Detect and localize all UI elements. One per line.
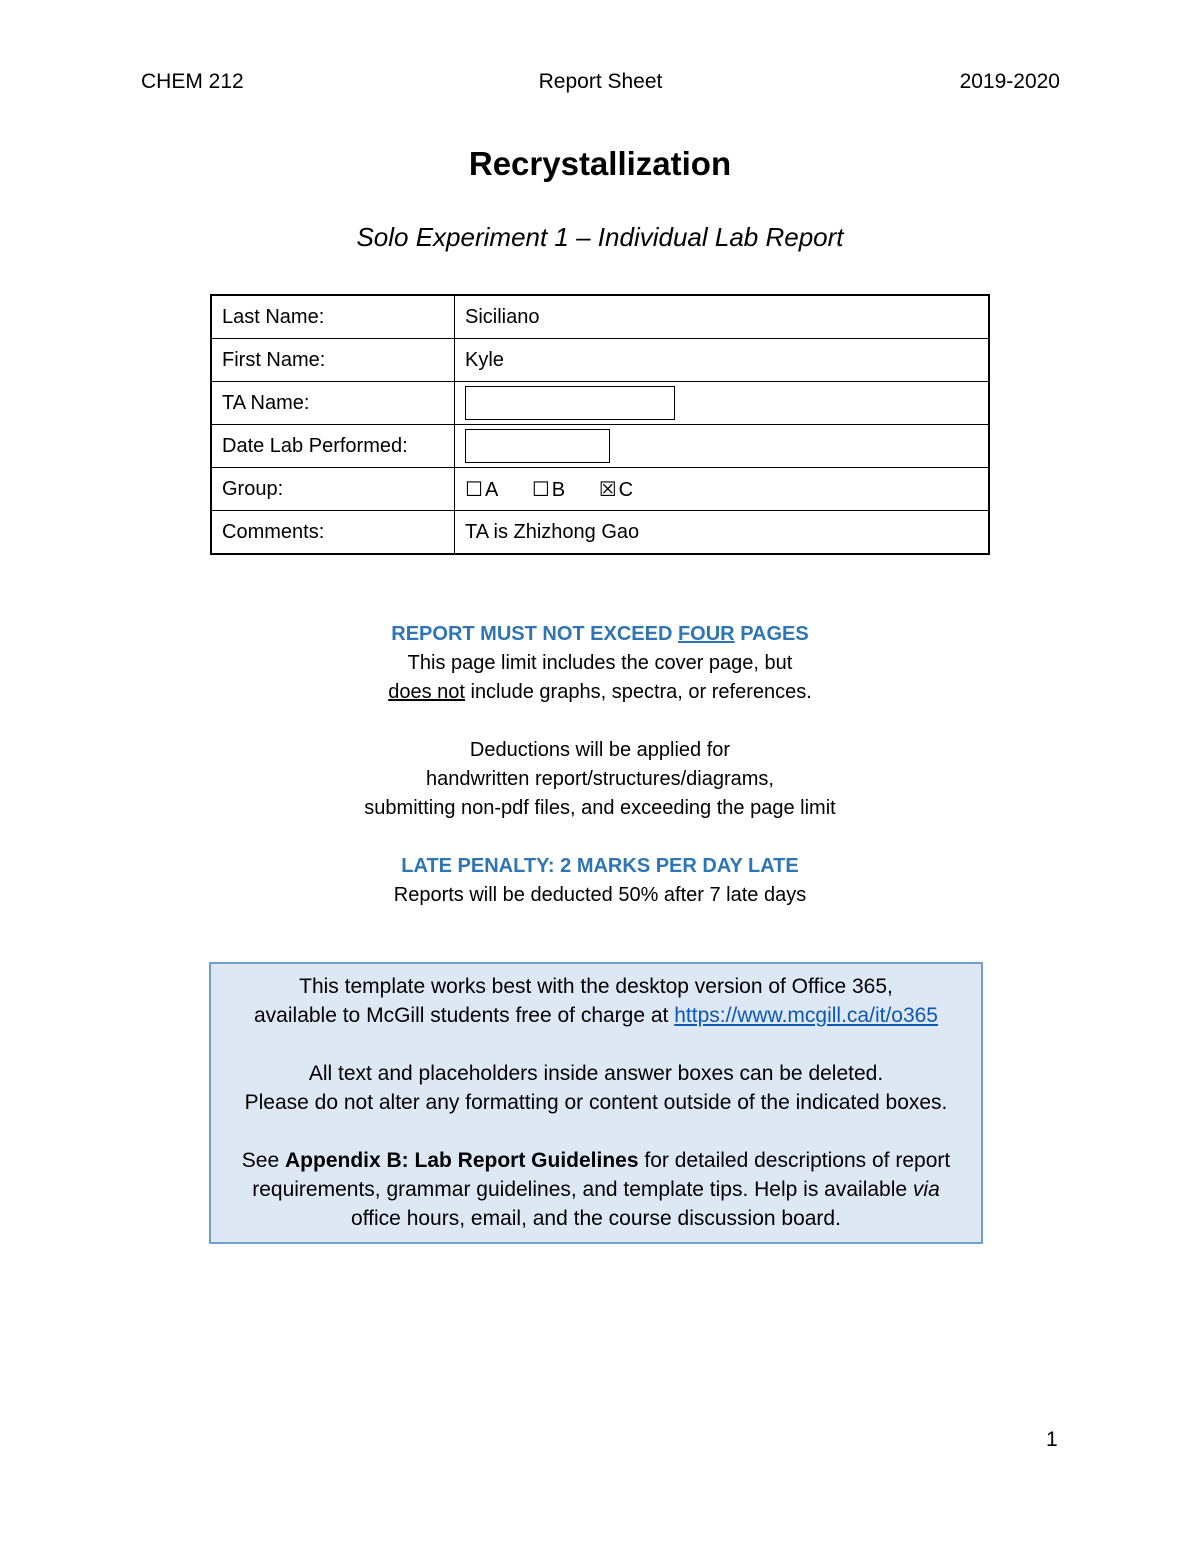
page-limit-emphasis: FOUR: [677, 623, 735, 645]
first-name-value[interactable]: Kyle: [455, 339, 990, 382]
checkbox-checked-icon[interactable]: ☒: [598, 476, 617, 501]
office365-link[interactable]: https://www.mcgill.ca/it/o365: [674, 1004, 938, 1027]
document-subtitle: Solo Experiment 1 – Individual Lab Report: [356, 222, 844, 252]
page-limit-does-not: does not: [388, 681, 465, 703]
group-option-label: A: [484, 478, 499, 501]
info-line-5-post: for detailed descriptions of report: [638, 1149, 951, 1172]
header-doc-type: Report Sheet: [538, 70, 663, 93]
date-field[interactable]: [465, 429, 610, 463]
info-line-2-text: available to McGill students free of charge at: [254, 1004, 675, 1027]
header-course: CHEM 212: [141, 70, 244, 93]
group-option-b[interactable]: [532, 477, 565, 502]
ta-name-field[interactable]: [465, 386, 675, 420]
last-name-label: Last Name:: [211, 295, 455, 339]
deduction-line-2: handwritten report/structures/diagrams,: [426, 768, 774, 790]
info-line-5-pre: See: [241, 1149, 285, 1172]
page-limit-heading-end: PAGES: [734, 623, 809, 645]
report-notice: [0, 620, 1200, 910]
ta-name-cell: [455, 382, 990, 425]
page-limit-heading: [0, 620, 1200, 649]
document-title: Recrystallization: [468, 145, 732, 182]
checkbox-icon[interactable]: ☐: [531, 476, 550, 501]
table-row-ta-name: [211, 382, 989, 425]
page-limit-line-2: [0, 678, 1200, 707]
table-row-date: [211, 425, 989, 468]
table-row-last-name: [211, 295, 989, 339]
info-line-1: This template works best with the desktop version of Office 365,: [299, 975, 893, 998]
group-option-c[interactable]: [599, 477, 633, 502]
template-info-box: [209, 962, 983, 1244]
checkbox-icon[interactable]: ☐: [465, 476, 483, 501]
group-option-label: C: [618, 478, 634, 501]
info-line-2: [211, 1001, 981, 1030]
comments-label: Comments:: [211, 511, 455, 555]
group-option-label: B: [551, 478, 566, 501]
late-penalty-heading: LATE PENALTY: 2 MARKS PER DAY LATE: [401, 855, 799, 877]
comments-value[interactable]: TA is Zhizhong Gao: [455, 511, 990, 555]
group-options: [455, 468, 990, 511]
page-number: 1: [1046, 1428, 1058, 1451]
date-label: Date Lab Performed:: [211, 425, 455, 468]
student-info-table: [210, 294, 990, 555]
deduction-line-1: Deductions will be applied for: [469, 739, 731, 761]
page-header: [141, 70, 1060, 100]
ta-name-label: TA Name:: [211, 382, 455, 425]
first-name-label: First Name:: [211, 339, 455, 382]
header-year: 2019-2020: [959, 70, 1060, 93]
appendix-reference: Appendix B: Lab Report Guidelines: [285, 1149, 639, 1172]
deduction-line-3: submitting non-pdf files, and exceeding the page limit: [364, 797, 836, 819]
info-line-4: Please do not alter any formatting or content outside of the indicated boxes.: [244, 1091, 948, 1114]
info-line-3: All text and placeholders inside answer boxes can be deleted.: [308, 1062, 884, 1085]
info-line-7: office hours, email, and the course discussion board.: [351, 1207, 841, 1230]
info-line-6-pre: requirements, grammar guidelines, and template tips. Help is available: [252, 1178, 913, 1201]
group-option-a[interactable]: [465, 477, 498, 502]
page-limit-line-2-rest: include graphs, spectra, or references.: [464, 681, 812, 703]
info-line-5: [211, 1146, 981, 1175]
last-name-value[interactable]: Siciliano: [455, 295, 990, 339]
info-line-6-via: via: [912, 1178, 940, 1201]
table-row-group: [211, 468, 989, 511]
table-row-first-name: [211, 339, 989, 382]
group-label: Group:: [211, 468, 455, 511]
page-limit-line-1: This page limit includes the cover page, but: [407, 652, 793, 674]
page-limit-heading-text: REPORT MUST NOT EXCEED: [391, 623, 678, 645]
info-line-6: [211, 1175, 981, 1204]
late-penalty-line: Reports will be deducted 50% after 7 late days: [393, 884, 807, 906]
date-cell: [455, 425, 990, 468]
table-row-comments: [211, 511, 989, 555]
